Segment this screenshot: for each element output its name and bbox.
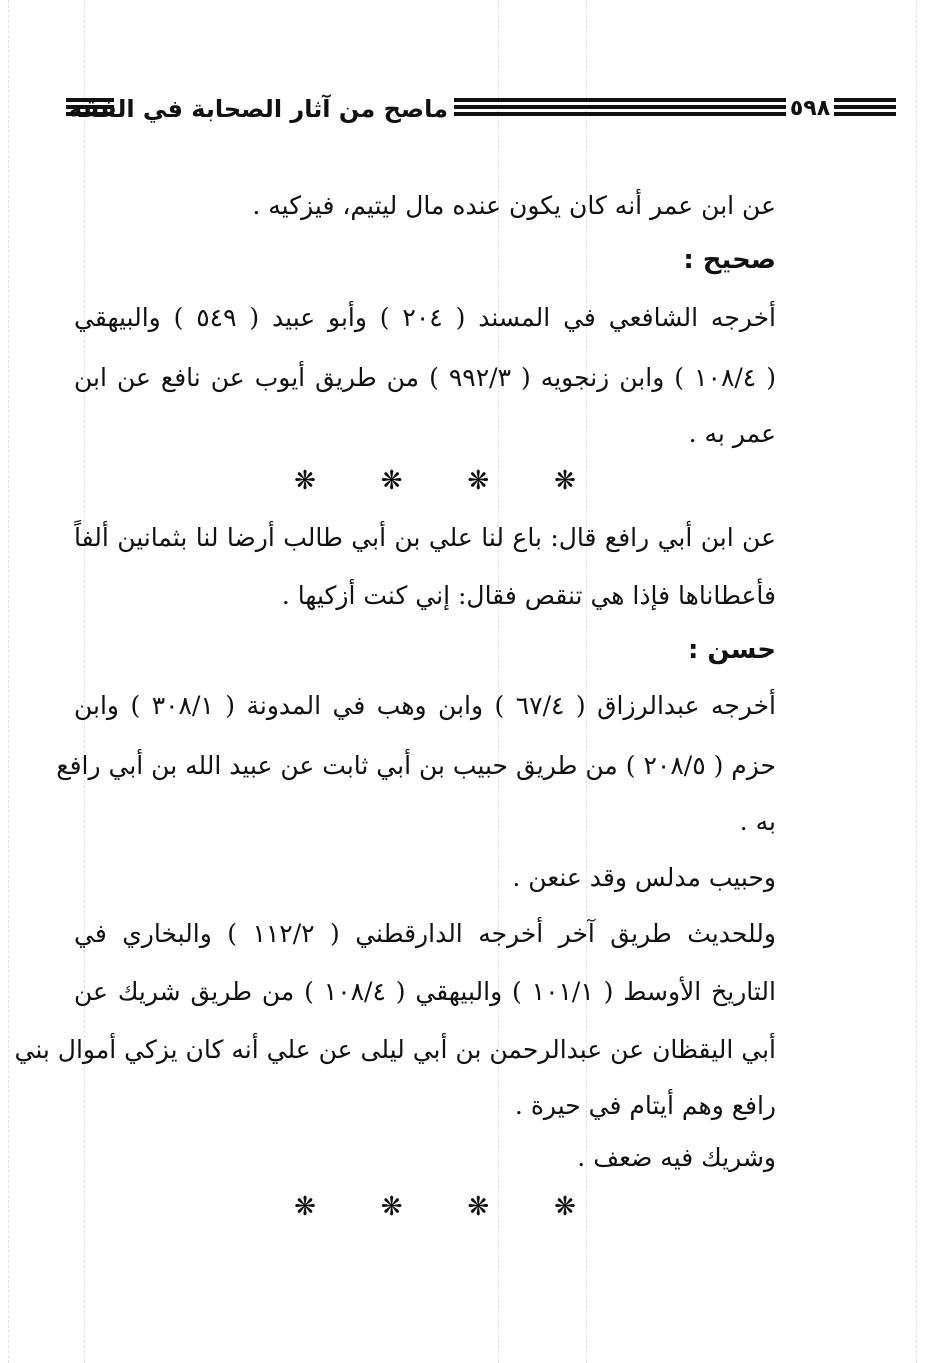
header-rule-middle xyxy=(454,98,786,120)
takhrij-line: أخرجه عبدالرزاق ( ٦٧/٤ ) وابن وهب في المدونة ( ٣٠٨/١ ) وابن xyxy=(74,691,776,720)
header-rule-right xyxy=(834,98,896,120)
separator-star-icon: ❋ xyxy=(380,1192,403,1222)
takhrij-line: حزم ( ٢٠٨/٥ ) من طريق حبيب بن أبي ثابت عن عبيد الله بن أبي رافع xyxy=(56,751,776,780)
takhrij-line: أخرجه الشافعي في المسند ( ٢٠٤ ) وأبو عبيد ( ٥٤٩ ) والبيهقي xyxy=(74,303,776,332)
takhrij-line: عمر به . xyxy=(688,419,776,448)
section-separator xyxy=(290,1192,580,1222)
separator-star-icon: ❋ xyxy=(467,466,490,496)
athar-text-line: عن ابن عمر أنه كان يكون عنده مال ليتيم، فيزكيه . xyxy=(252,191,776,220)
athar-text-line: فأعطاناها فإذا هي تنقص فقال: إني كنت أزكيها . xyxy=(281,581,776,610)
note-line: وحبيب مدلس وقد عنعن . xyxy=(512,863,776,892)
separator-star-icon: ❋ xyxy=(294,1192,316,1222)
scan-artifact-line xyxy=(916,0,917,1363)
note-line: وللحديث طريق آخر أخرجه الدارقطني ( ١١٢/٢ ) والبخاري في xyxy=(74,919,776,948)
separator-star-icon: ❋ xyxy=(380,466,403,496)
separator-star-icon: ❋ xyxy=(554,1192,576,1222)
note-line: رافع وهم أيتام في حيرة . xyxy=(514,1091,776,1120)
athar-text-line: عن ابن أبي رافع قال: باع لنا علي بن أبي طالب أرضا لنا بثمانين ألفاً xyxy=(74,523,776,552)
grade-label: حسن : xyxy=(687,635,776,665)
running-header xyxy=(66,92,832,126)
note-line: التاريخ الأوسط ( ١٠١/١ ) والبيهقي ( ١٠٨/٤ ) من طريق شريك عن xyxy=(74,977,776,1006)
takhrij-line: به . xyxy=(739,807,776,836)
note-line: أبي اليقظان عن عبدالرحمن بن أبي ليلى عن علي أنه كان يزكي أموال بني xyxy=(14,1035,776,1064)
note-line: وشريك فيه ضعف . xyxy=(577,1143,776,1172)
grade-label: صحيح : xyxy=(683,245,776,275)
separator-star-icon: ❋ xyxy=(294,466,316,496)
section-separator xyxy=(290,466,580,496)
separator-star-icon: ❋ xyxy=(467,1192,490,1222)
header-title: ماصح من آثار الصحابة في الفقه xyxy=(68,95,448,123)
page-number: ٥٩٨ xyxy=(789,96,831,121)
takhrij-line: ( ١٠٨/٤ ) وابن زنجويه ( ٩٩٢/٣ ) من طريق أيوب عن نافع عن ابن xyxy=(74,363,777,392)
separator-star-icon: ❋ xyxy=(554,466,576,496)
scan-artifact-line xyxy=(8,0,9,1363)
